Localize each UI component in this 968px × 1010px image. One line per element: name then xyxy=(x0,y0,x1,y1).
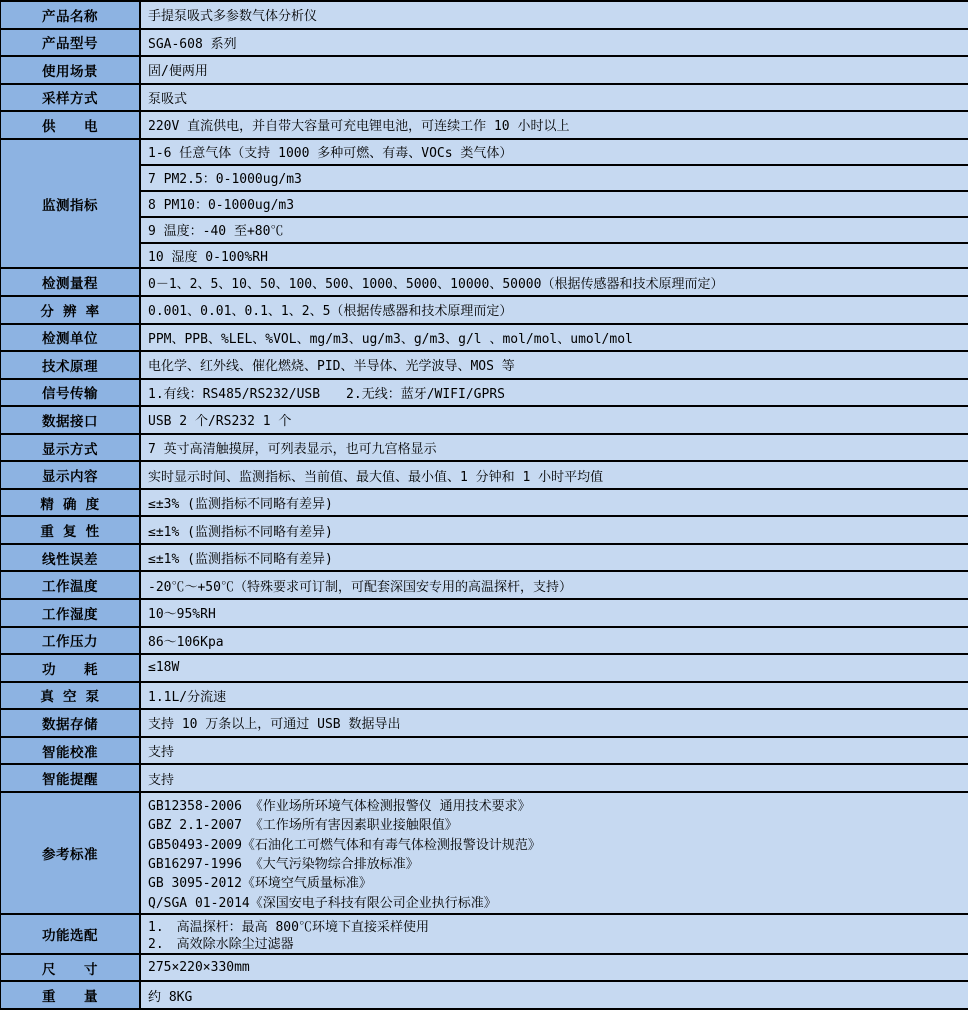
spec-row-values xyxy=(141,352,968,378)
spec-row xyxy=(1,626,968,654)
spec-row xyxy=(1,2,968,28)
spec-value-line: Q/SGA 01-2014《深国安电子科技有限公司企业执行标准》 xyxy=(148,895,497,911)
spec-value-line: GB16297-1996 《大气污染物综合排放标准》 xyxy=(148,857,419,873)
spec-value-cell: 支持 xyxy=(148,745,175,761)
spec-row-values xyxy=(141,85,968,111)
spec-row-values xyxy=(141,297,968,323)
spec-row-label: 工作压力 xyxy=(1,628,141,654)
spec-value-cell: -20℃～+50℃（特殊要求可订制，可配套深国安专用的高温探杆，支持） xyxy=(148,579,572,595)
spec-row-values xyxy=(141,738,968,764)
spec-value-line: GB50493-2009《石油化工可燃气体和有毒气体检测报警设计规范》 xyxy=(148,837,541,853)
spec-row-values xyxy=(141,982,968,1008)
spec-value-cell: 0.001、0.01、0.1、1、2、5（根据传感器和技术原理而定） xyxy=(148,304,513,320)
spec-row xyxy=(1,570,968,598)
spec-row-label: 重 复 性 xyxy=(1,517,141,543)
spec-row-label: 功能选配 xyxy=(1,915,141,953)
spec-row xyxy=(1,323,968,351)
spec-row-values xyxy=(141,2,968,28)
spec-row xyxy=(1,55,968,83)
spec-value-cell: 手提泵吸式多参数气体分析仪 xyxy=(148,9,318,25)
spec-row-label: 参考标准 xyxy=(1,793,141,913)
spec-row-values xyxy=(141,765,968,791)
spec-value-cell: 220V 直流供电，并自带大容量可充电锂电池，可连续工作 10 小时以上 xyxy=(148,119,570,135)
spec-row xyxy=(1,110,968,138)
spec-row-values xyxy=(141,600,968,626)
spec-row xyxy=(1,543,968,571)
spec-row-values xyxy=(141,683,968,709)
spec-row-values xyxy=(141,655,968,681)
spec-row-values xyxy=(141,30,968,56)
spec-row-label: 数据存储 xyxy=(1,710,141,736)
spec-row xyxy=(1,653,968,681)
spec-value-line: GB 3095-2012《环境空气质量标准》 xyxy=(148,876,372,892)
spec-row-label: 监测指标 xyxy=(1,140,141,268)
spec-value-cell: 支持 10 万条以上，可通过 USB 数据导出 xyxy=(148,717,401,733)
spec-row xyxy=(1,791,968,913)
spec-row-values xyxy=(141,112,968,138)
spec-value-cell: 1.有线：RS485/RS232/USB 2.无线：蓝牙/WIFI/GPRS xyxy=(148,386,505,402)
spec-row-values xyxy=(141,628,968,654)
spec-value-cell: SGA-608 系列 xyxy=(148,36,237,52)
spec-row-label: 显示方式 xyxy=(1,435,141,461)
spec-row-label: 显示内容 xyxy=(1,462,141,488)
spec-row-values xyxy=(141,710,968,736)
spec-row-values xyxy=(141,490,968,516)
spec-row-values xyxy=(141,915,968,953)
spec-row-label: 技术原理 xyxy=(1,352,141,378)
spec-row-label: 检测单位 xyxy=(1,325,141,351)
spec-value-line: 2. 高效除水除尘过滤器 xyxy=(148,936,294,951)
spec-row-values xyxy=(141,407,968,433)
spec-value-cell: 电化学、红外线、催化燃烧、PID、半导体、光学波导、MOS 等 xyxy=(148,359,515,375)
spec-value-cell: 275×220×330mm xyxy=(148,960,250,976)
spec-row-values xyxy=(141,325,968,351)
spec-value-cell: 7 PM2.5：0-1000ug/m3 xyxy=(141,164,968,190)
spec-row-label: 智能校准 xyxy=(1,738,141,764)
spec-row-label: 供 电 xyxy=(1,112,141,138)
spec-value-cell: 实时显示时间、监测指标、当前值、最大值、最小值、1 分钟和 1 小时平均值 xyxy=(148,469,604,485)
spec-row-values xyxy=(141,572,968,598)
spec-row-label: 真 空 泵 xyxy=(1,683,141,709)
spec-row-label: 产品名称 xyxy=(1,2,141,28)
spec-row xyxy=(1,460,968,488)
spec-row xyxy=(1,913,968,953)
spec-row-label: 线性误差 xyxy=(1,545,141,571)
spec-value-cell: 1.1L/分流速 xyxy=(148,689,227,705)
spec-row xyxy=(1,405,968,433)
spec-row-values xyxy=(141,793,968,913)
spec-value-cell: 0－1、2、5、10、50、100、500、1000、5000、10000、50000（根据传感器和技术原理而定） xyxy=(148,276,724,292)
spec-row xyxy=(1,708,968,736)
spec-value-cell: 固/便两用 xyxy=(148,64,208,80)
spec-row xyxy=(1,433,968,461)
spec-row xyxy=(1,138,968,268)
spec-value-cell: ≤18W xyxy=(148,660,180,676)
spec-value-cell: 9 温度：-40 至+80℃ xyxy=(141,216,968,242)
spec-row xyxy=(1,488,968,516)
spec-value-cell: 10 湿度 0-100%RH xyxy=(141,242,968,268)
spec-row-values xyxy=(141,462,968,488)
spec-value-cell: PPM、PPB、%LEL、%VOL、mg/m3、ug/m3、g/m3、g/l 、mol/mol、umol/mol xyxy=(148,331,633,347)
spec-row xyxy=(1,83,968,111)
spec-row-label: 采样方式 xyxy=(1,85,141,111)
spec-row xyxy=(1,267,968,295)
spec-row-label: 重 量 xyxy=(1,982,141,1008)
spec-value-cell: 支持 xyxy=(148,772,175,788)
spec-value-cell: 10～95%RH xyxy=(148,607,216,623)
spec-row xyxy=(1,378,968,406)
spec-row-label: 智能提醒 xyxy=(1,765,141,791)
spec-row-label: 工作温度 xyxy=(1,572,141,598)
spec-row xyxy=(1,515,968,543)
spec-value-cell xyxy=(141,793,968,913)
spec-row-values xyxy=(141,517,968,543)
spec-row-label: 产品型号 xyxy=(1,30,141,56)
spec-row-values xyxy=(141,435,968,461)
spec-row-label: 使用场景 xyxy=(1,57,141,83)
spec-row xyxy=(1,681,968,709)
spec-row-values xyxy=(141,140,968,268)
spec-value-cell: ≤±3% (监测指标不同略有差异) xyxy=(148,497,333,513)
spec-value-line: 1. 高温探杆：最高 800℃环境下直接采样使用 xyxy=(148,920,429,934)
spec-value-cell: 泵吸式 xyxy=(148,91,188,107)
spec-row xyxy=(1,953,968,981)
spec-row xyxy=(1,763,968,791)
spec-row-values xyxy=(141,380,968,406)
spec-value-cell: 8 PM10：0-1000ug/m3 xyxy=(141,190,968,216)
spec-row-label: 数据接口 xyxy=(1,407,141,433)
spec-row-label: 工作湿度 xyxy=(1,600,141,626)
spec-row xyxy=(1,28,968,56)
spec-row-label: 分 辨 率 xyxy=(1,297,141,323)
spec-value-line: GB12358-2006 《作业场所环境气体检测报警仪 通用技术要求》 xyxy=(148,799,531,815)
spec-row-values xyxy=(141,955,968,981)
spec-value-cell xyxy=(141,915,968,953)
spec-value-cell: 86～106Kpa xyxy=(148,634,224,650)
spec-row-label: 信号传输 xyxy=(1,380,141,406)
spec-row xyxy=(1,295,968,323)
spec-value-cell: ≤±1% (监测指标不同略有差异) xyxy=(148,524,333,540)
spec-value-cell: 7 英寸高清触摸屏，可列表显示，也可九宫格显示 xyxy=(148,442,437,458)
spec-row xyxy=(1,350,968,378)
spec-value-cell: 约 8KG xyxy=(148,989,193,1005)
spec-row-values xyxy=(141,545,968,571)
spec-value-line: GBZ 2.1-2007 《工作场所有害因素职业接触限值》 xyxy=(148,818,458,834)
spec-row-label: 精 确 度 xyxy=(1,490,141,516)
spec-value-cell: 1-6 任意气体（支持 1000 多种可燃、有毒、VOCs 类气体） xyxy=(148,146,513,162)
spec-row-label: 功 耗 xyxy=(1,655,141,681)
spec-row xyxy=(1,980,968,1008)
spec-row xyxy=(1,598,968,626)
spec-value-cell: ≤±1% (监测指标不同略有差异) xyxy=(148,552,333,568)
spec-row-label: 尺 寸 xyxy=(1,955,141,981)
spec-value-cell: USB 2 个/RS232 1 个 xyxy=(148,414,292,430)
spec-row-values xyxy=(141,269,968,295)
spec-row xyxy=(1,736,968,764)
spec-row-values xyxy=(141,57,968,83)
spec-row-label: 检测量程 xyxy=(1,269,141,295)
